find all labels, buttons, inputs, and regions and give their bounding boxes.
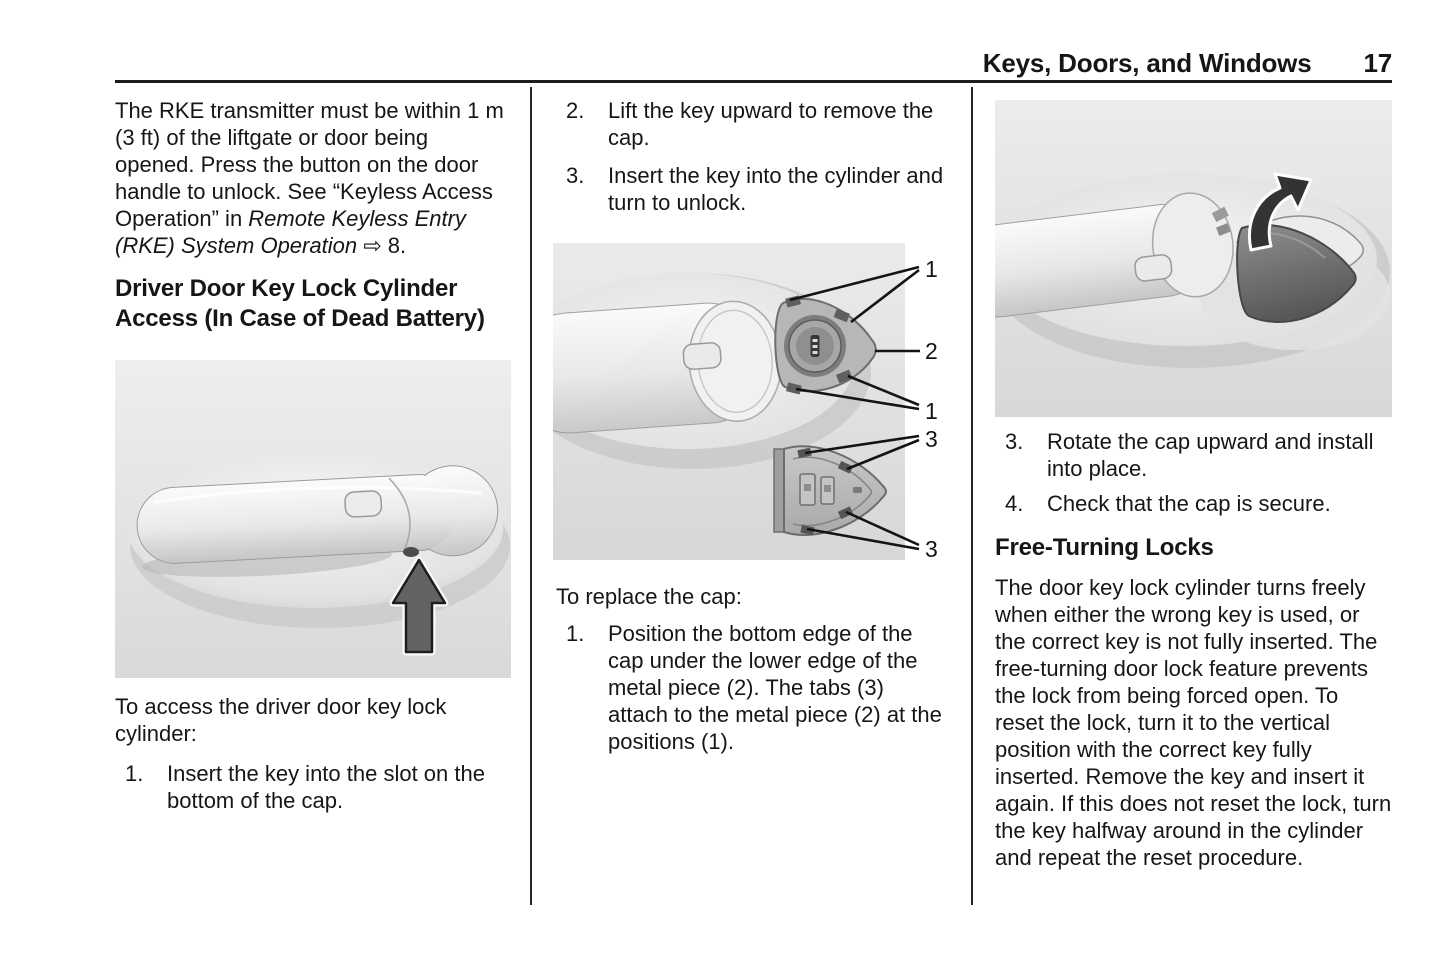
- rke-page-reference: ⇨ 8.: [357, 233, 407, 258]
- callout-1-bottom: 1: [925, 398, 938, 424]
- door-handle-illustration: [115, 360, 511, 678]
- column-2: [556, 97, 948, 755]
- figure-door-handle-keyhole: [115, 360, 511, 678]
- handle-button: [1134, 254, 1173, 282]
- page-title: Keys, Doors, and Windows: [982, 48, 1312, 78]
- step-item: [115, 760, 511, 814]
- cap-install-illustration: [995, 100, 1392, 417]
- page-header: [115, 48, 1392, 79]
- door-handle: [553, 298, 785, 436]
- step-number: 4.: [1005, 491, 1024, 516]
- column-1: [115, 97, 511, 814]
- replace-intro: To replace the cap:: [556, 584, 742, 609]
- step-number: 1.: [566, 621, 585, 646]
- access-intro: To access the driver door key lock cylinder:: [115, 694, 447, 746]
- figure-cap-rotate-install: [995, 100, 1392, 417]
- page-number: 17: [1363, 48, 1392, 78]
- step-number: 3.: [1005, 429, 1024, 454]
- step-number: 1.: [125, 761, 144, 786]
- lock-cylinder-illustration: [553, 243, 945, 560]
- step-text: Lift the key upward to remove the cap.: [608, 98, 934, 150]
- step-item: [995, 490, 1392, 517]
- step-number: 2.: [566, 98, 585, 123]
- column-3: [995, 100, 1392, 871]
- step-item: [556, 97, 948, 151]
- section-heading-driver-door: Driver Door Key Lock Cylinder Access (In Case of Dead Battery): [115, 275, 485, 332]
- step-item: [556, 162, 948, 216]
- handle-button: [345, 491, 382, 518]
- step-item: [556, 620, 948, 755]
- rke-cross-reference: Remote Keyless Entry (RKE) System Operation: [115, 206, 466, 258]
- rke-intro-paragraph: [115, 97, 511, 259]
- callout-2: 2: [925, 338, 938, 364]
- figure-cap-removed-callouts: [553, 243, 948, 560]
- header-rule: [115, 80, 1392, 83]
- step-number: 3.: [566, 163, 585, 188]
- step-item: [995, 428, 1392, 482]
- free-turning-locks-paragraph: The door key lock cylinder turns freely when either the wrong key is used, or the correct key is not fully inserted. The free-turning door lock feature prevents the lock from being forced open. To reset the lock, turn it to the vertical position with the correct key fully inserted. Remove the key and insert it again. If this does not reset the lock, turn the key halfway around in the cylinder and repeat the reset procedure.: [995, 575, 1392, 870]
- callout-numbers: [925, 256, 938, 560]
- rke-intro-text: The RKE transmitter must be within 1 m (3 ft) of the liftgate or door being opened. Press the button on the door handle to unlock. See “Keyless Access Operation” in: [115, 98, 504, 231]
- step-text: Insert the key into the slot on the bottom of the cap.: [167, 761, 485, 813]
- callout-3-bottom: 3: [925, 536, 938, 560]
- section-heading-free-turning-locks: Free-Turning Locks: [995, 534, 1214, 561]
- handle-button: [683, 342, 722, 370]
- step-text: Insert the key into the cylinder and turn to unlock.: [608, 163, 944, 215]
- callout-3-top: 3: [925, 426, 938, 452]
- key-slot: [403, 547, 419, 557]
- step-text: Check that the cap is secure.: [1047, 491, 1331, 516]
- column-divider-1: [530, 87, 532, 905]
- step-text: Rotate the cap upward and install into place.: [1047, 429, 1374, 481]
- column-divider-2: [971, 87, 973, 905]
- callout-1-top: 1: [925, 256, 938, 282]
- step-text: Position the bottom edge of the cap under the lower edge of the metal piece (2). The tabs (3) attach to the metal piece (2) at the positions (1).: [608, 621, 942, 754]
